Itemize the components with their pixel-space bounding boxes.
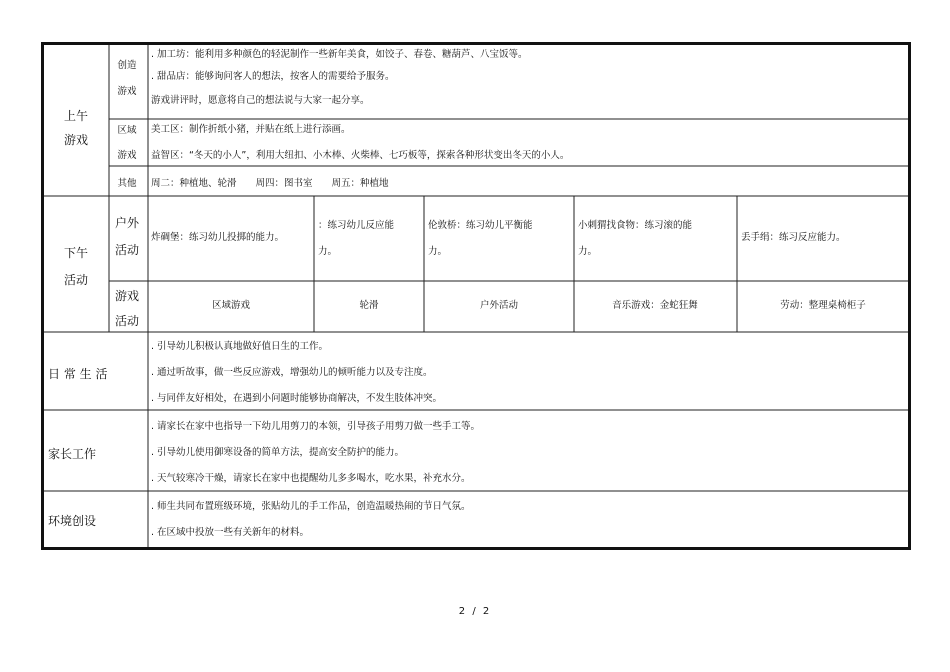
- games-cell-3: 户外活动: [479, 300, 519, 311]
- outdoor-cell-1-line1: 炸碉堡：练习幼儿投掷的能力。: [151, 232, 285, 243]
- parents-line2: . 引导幼儿使用御寒设备的简单方法，提高安全防护的能力。: [151, 447, 405, 458]
- morning-label-line2: 游戏: [63, 133, 89, 147]
- area-label-line2: 游戏: [117, 150, 137, 161]
- daily-line3: . 与同伴友好相处，在遇到小问题时能够协商解决，不发生肢体冲突。: [151, 393, 443, 404]
- area-label-line1: 区域: [117, 125, 137, 136]
- games-cell-5: 劳动：整理桌椅柜子: [780, 300, 866, 311]
- outdoor-cell-2-line2: 力。: [318, 246, 338, 257]
- creative-label-line2: 游戏: [117, 86, 137, 97]
- outdoor-cell-3-line2: 力。: [428, 246, 448, 257]
- parents-label: 家长工作: [48, 447, 97, 461]
- games-cell-1: 区域游戏: [211, 300, 251, 311]
- page-number: 2 / 2: [458, 606, 492, 617]
- plan-table: [41, 42, 911, 550]
- area-line2: 益智区：“冬天的小人”，利用大纽扣、小木棒、火柴棒、七巧板等，探索各种形状变出冬天的小人。: [151, 150, 570, 161]
- morning-label-line1: 上午: [63, 109, 89, 123]
- creative-label-line1: 创造: [117, 60, 137, 71]
- area-line1: 美工区：制作折纸小猪，并贴在纸上进行添画。: [151, 124, 351, 135]
- daily-line1: . 引导幼儿积极认真地做好值日生的工作。: [151, 341, 329, 352]
- outdoor-cell-4-line1: 小刺猬找食物：练习滚的能: [578, 220, 693, 231]
- environment-line1: . 师生共同布置班级环境，张贴幼儿的手工作品，创造温暖热闹的节日气氛。: [151, 501, 471, 512]
- outdoor-label-line2: 活动: [114, 243, 140, 257]
- creative-line3: 游戏讲评时，愿意将自己的想法说与大家一起分享。: [151, 95, 370, 106]
- other-label: 其他: [117, 178, 137, 189]
- games-cell-2: 轮滑: [359, 300, 379, 311]
- other-text: 周二：种植地、轮滑 周四：图书室 周五：种植地: [151, 178, 389, 189]
- outdoor-cell-5-line1: 丢手绢：练习反应能力。: [741, 232, 846, 243]
- games-cell-4: 音乐游戏：金蛇狂舞: [612, 300, 698, 311]
- daily-label: 日 常 生 活: [48, 367, 108, 381]
- outdoor-label-line1: 户外: [114, 216, 140, 230]
- outdoor-cell-4-line2: 力。: [578, 246, 598, 257]
- games-label-line2: 活动: [114, 314, 140, 328]
- creative-line1: . 加工坊：能利用多种颜色的轻泥制作一些新年美食，如饺子、春卷、糖葫芦、八宝饭等。: [151, 49, 528, 60]
- daily-line2: . 通过听故事，做一些反应游戏，增强幼儿的倾听能力以及专注度。: [151, 367, 433, 378]
- outdoor-cell-2-line1: ：练习幼儿反应能: [318, 220, 395, 231]
- afternoon-label-line1: 下午: [63, 246, 89, 260]
- parents-line1: . 请家长在家中也指导一下幼儿用剪刀的本领，引导孩子用剪刀做一些手工等。: [151, 421, 481, 432]
- creative-line2: . 甜品店：能够询问客人的想法，按客人的需要给予服务。: [151, 71, 395, 82]
- environment-label: 环境创设: [48, 514, 97, 528]
- environment-line2: . 在区域中投放一些有关新年的材料。: [151, 527, 310, 538]
- games-label-line1: 游戏: [114, 289, 140, 303]
- outdoor-cell-3-line1: 伦敦桥：练习幼儿平衡能: [428, 220, 533, 231]
- parents-line3: . 天气较寒冷干燥，请家长在家中也提醒幼儿多多喝水，吃水果，补充水分。: [151, 473, 471, 484]
- afternoon-label-line2: 活动: [63, 273, 89, 287]
